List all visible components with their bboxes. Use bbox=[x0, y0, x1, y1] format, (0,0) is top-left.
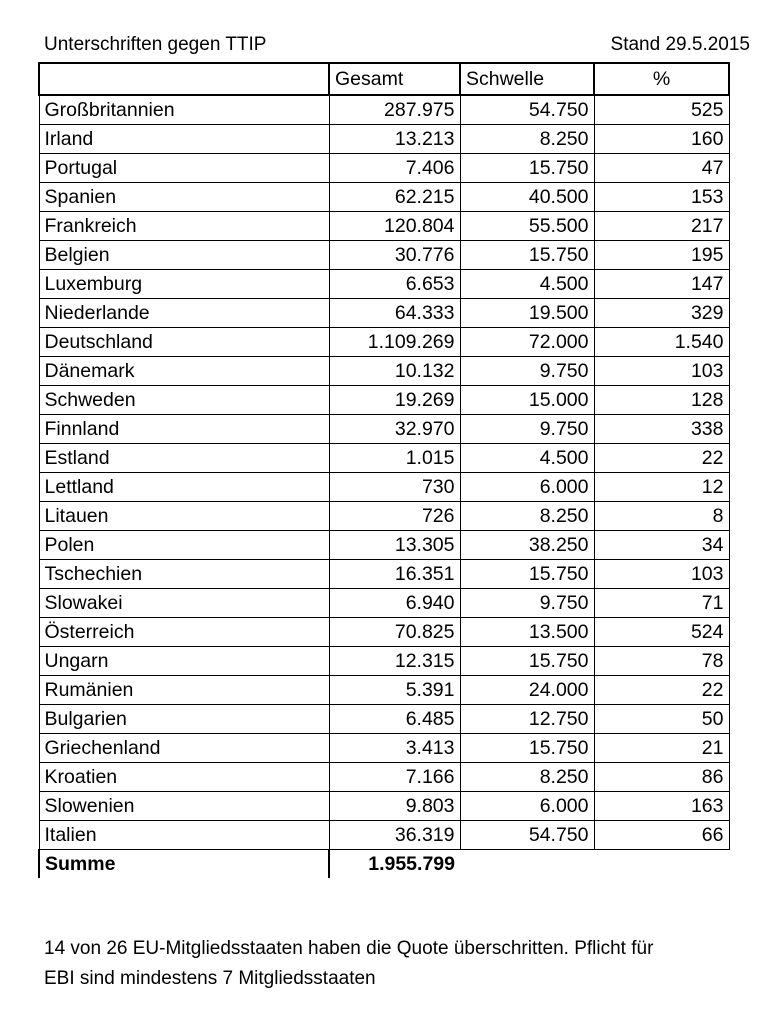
cell-country: Lettland bbox=[39, 473, 329, 502]
cell-percent: 47 bbox=[594, 154, 729, 183]
cell-percent: 12 bbox=[594, 473, 729, 502]
cell-country: Tschechien bbox=[39, 560, 329, 589]
cell-gesamt: 9.803 bbox=[329, 792, 460, 821]
cell-country: Rumänien bbox=[39, 676, 329, 705]
cell-country: Luxemburg bbox=[39, 270, 329, 299]
table-row bbox=[39, 95, 729, 125]
cell-gesamt: 62.215 bbox=[329, 183, 460, 212]
cell-gesamt: 32.970 bbox=[329, 415, 460, 444]
cell-country: Finnland bbox=[39, 415, 329, 444]
cell-gesamt: 19.269 bbox=[329, 386, 460, 415]
cell-schwelle: 15.750 bbox=[460, 647, 594, 676]
cell-percent: 86 bbox=[594, 763, 729, 792]
table-body bbox=[39, 95, 729, 850]
table-row bbox=[39, 560, 729, 589]
cell-country: Dänemark bbox=[39, 357, 329, 386]
cell-country: Großbritannien bbox=[39, 95, 329, 125]
cell-country: Spanien bbox=[39, 183, 329, 212]
cell-gesamt: 120.804 bbox=[329, 212, 460, 241]
cell-percent: 147 bbox=[594, 270, 729, 299]
cell-schwelle: 38.250 bbox=[460, 531, 594, 560]
cell-schwelle: 6.000 bbox=[460, 792, 594, 821]
table-header-row bbox=[39, 63, 729, 95]
cell-schwelle: 6.000 bbox=[460, 473, 594, 502]
table-row bbox=[39, 125, 729, 154]
table-row bbox=[39, 386, 729, 415]
total-empty-cell bbox=[460, 850, 594, 879]
cell-percent: 1.540 bbox=[594, 328, 729, 357]
cell-country: Estland bbox=[39, 444, 329, 473]
cell-schwelle: 15.750 bbox=[460, 734, 594, 763]
footer-note bbox=[44, 934, 744, 994]
cell-percent: 34 bbox=[594, 531, 729, 560]
total-label: Summe bbox=[39, 850, 329, 879]
cell-percent: 524 bbox=[594, 618, 729, 647]
cell-schwelle: 8.250 bbox=[460, 502, 594, 531]
column-header-gesamt: Gesamt bbox=[329, 63, 460, 95]
table-row bbox=[39, 444, 729, 473]
cell-gesamt: 16.351 bbox=[329, 560, 460, 589]
cell-percent: 22 bbox=[594, 676, 729, 705]
table-row bbox=[39, 299, 729, 328]
table-row bbox=[39, 647, 729, 676]
cell-gesamt: 6.485 bbox=[329, 705, 460, 734]
cell-gesamt: 30.776 bbox=[329, 241, 460, 270]
cell-gesamt: 64.333 bbox=[329, 299, 460, 328]
cell-percent: 329 bbox=[594, 299, 729, 328]
cell-gesamt: 726 bbox=[329, 502, 460, 531]
document-title: Unterschriften gegen TTIP bbox=[44, 34, 267, 55]
cell-percent: 78 bbox=[594, 647, 729, 676]
cell-country: Griechenland bbox=[39, 734, 329, 763]
cell-country: Deutschland bbox=[39, 328, 329, 357]
cell-schwelle: 9.750 bbox=[460, 357, 594, 386]
cell-percent: 195 bbox=[594, 241, 729, 270]
cell-gesamt: 13.213 bbox=[329, 125, 460, 154]
cell-gesamt: 13.305 bbox=[329, 531, 460, 560]
cell-percent: 22 bbox=[594, 444, 729, 473]
cell-country: Portugal bbox=[39, 154, 329, 183]
table-row bbox=[39, 676, 729, 705]
cell-percent: 71 bbox=[594, 589, 729, 618]
cell-country: Irland bbox=[39, 125, 329, 154]
cell-country: Italien bbox=[39, 821, 329, 850]
cell-country: Kroatien bbox=[39, 763, 329, 792]
column-header-country bbox=[39, 63, 329, 95]
cell-gesamt: 6.653 bbox=[329, 270, 460, 299]
cell-country: Belgien bbox=[39, 241, 329, 270]
table-row bbox=[39, 241, 729, 270]
cell-percent: 163 bbox=[594, 792, 729, 821]
cell-country: Ungarn bbox=[39, 647, 329, 676]
cell-schwelle: 15.750 bbox=[460, 241, 594, 270]
cell-country: Österreich bbox=[39, 618, 329, 647]
table-row bbox=[39, 415, 729, 444]
cell-schwelle: 8.250 bbox=[460, 125, 594, 154]
cell-schwelle: 24.000 bbox=[460, 676, 594, 705]
cell-country: Litauen bbox=[39, 502, 329, 531]
table-row bbox=[39, 792, 729, 821]
cell-gesamt: 1.109.269 bbox=[329, 328, 460, 357]
cell-schwelle: 19.500 bbox=[460, 299, 594, 328]
cell-schwelle: 8.250 bbox=[460, 763, 594, 792]
cell-schwelle: 15.000 bbox=[460, 386, 594, 415]
column-header-schwelle: Schwelle bbox=[460, 63, 594, 95]
signatures-table bbox=[38, 62, 730, 878]
cell-schwelle: 54.750 bbox=[460, 95, 594, 125]
cell-gesamt: 70.825 bbox=[329, 618, 460, 647]
total-value: 1.955.799 bbox=[329, 850, 460, 879]
table-row bbox=[39, 618, 729, 647]
status-date: Stand 29.5.2015 bbox=[610, 34, 750, 55]
cell-percent: 128 bbox=[594, 386, 729, 415]
table-row bbox=[39, 502, 729, 531]
cell-percent: 66 bbox=[594, 821, 729, 850]
cell-gesamt: 7.406 bbox=[329, 154, 460, 183]
cell-gesamt: 7.166 bbox=[329, 763, 460, 792]
total-empty-cell bbox=[594, 850, 729, 879]
cell-gesamt: 5.391 bbox=[329, 676, 460, 705]
cell-schwelle: 13.500 bbox=[460, 618, 594, 647]
total-row bbox=[39, 850, 729, 879]
table-row bbox=[39, 473, 729, 502]
table-row bbox=[39, 154, 729, 183]
cell-country: Polen bbox=[39, 531, 329, 560]
cell-percent: 103 bbox=[594, 560, 729, 589]
cell-gesamt: 1.015 bbox=[329, 444, 460, 473]
cell-gesamt: 36.319 bbox=[329, 821, 460, 850]
table-row bbox=[39, 763, 729, 792]
cell-percent: 103 bbox=[594, 357, 729, 386]
cell-percent: 338 bbox=[594, 415, 729, 444]
table-row bbox=[39, 212, 729, 241]
table-row bbox=[39, 734, 729, 763]
table-row bbox=[39, 328, 729, 357]
cell-percent: 525 bbox=[594, 95, 729, 125]
cell-percent: 8 bbox=[594, 502, 729, 531]
cell-schwelle: 15.750 bbox=[460, 560, 594, 589]
cell-percent: 21 bbox=[594, 734, 729, 763]
cell-percent: 50 bbox=[594, 705, 729, 734]
cell-gesamt: 287.975 bbox=[329, 95, 460, 125]
cell-country: Schweden bbox=[39, 386, 329, 415]
table-row bbox=[39, 531, 729, 560]
cell-country: Slowakei bbox=[39, 589, 329, 618]
cell-gesamt: 12.315 bbox=[329, 647, 460, 676]
column-header-percent: % bbox=[594, 63, 729, 95]
table-row bbox=[39, 821, 729, 850]
table-row bbox=[39, 589, 729, 618]
cell-country: Bulgarien bbox=[39, 705, 329, 734]
footer-line: EBI sind mindestens 7 Mitgliedsstaaten bbox=[44, 968, 376, 989]
cell-schwelle: 72.000 bbox=[460, 328, 594, 357]
cell-gesamt: 3.413 bbox=[329, 734, 460, 763]
cell-gesamt: 730 bbox=[329, 473, 460, 502]
cell-country: Frankreich bbox=[39, 212, 329, 241]
cell-schwelle: 9.750 bbox=[460, 589, 594, 618]
cell-schwelle: 4.500 bbox=[460, 444, 594, 473]
cell-schwelle: 15.750 bbox=[460, 154, 594, 183]
table-row bbox=[39, 705, 729, 734]
table-row bbox=[39, 270, 729, 299]
table-row bbox=[39, 183, 729, 212]
cell-schwelle: 9.750 bbox=[460, 415, 594, 444]
table-row bbox=[39, 357, 729, 386]
cell-percent: 153 bbox=[594, 183, 729, 212]
cell-country: Slowenien bbox=[39, 792, 329, 821]
cell-gesamt: 6.940 bbox=[329, 589, 460, 618]
cell-schwelle: 4.500 bbox=[460, 270, 594, 299]
cell-schwelle: 54.750 bbox=[460, 821, 594, 850]
cell-percent: 160 bbox=[594, 125, 729, 154]
cell-schwelle: 55.500 bbox=[460, 212, 594, 241]
cell-schwelle: 12.750 bbox=[460, 705, 594, 734]
cell-percent: 217 bbox=[594, 212, 729, 241]
cell-schwelle: 40.500 bbox=[460, 183, 594, 212]
footer-line: 14 von 26 EU-Mitgliedsstaaten haben die Quote überschritten. Pflicht für bbox=[44, 938, 654, 959]
cell-country: Niederlande bbox=[39, 299, 329, 328]
cell-gesamt: 10.132 bbox=[329, 357, 460, 386]
